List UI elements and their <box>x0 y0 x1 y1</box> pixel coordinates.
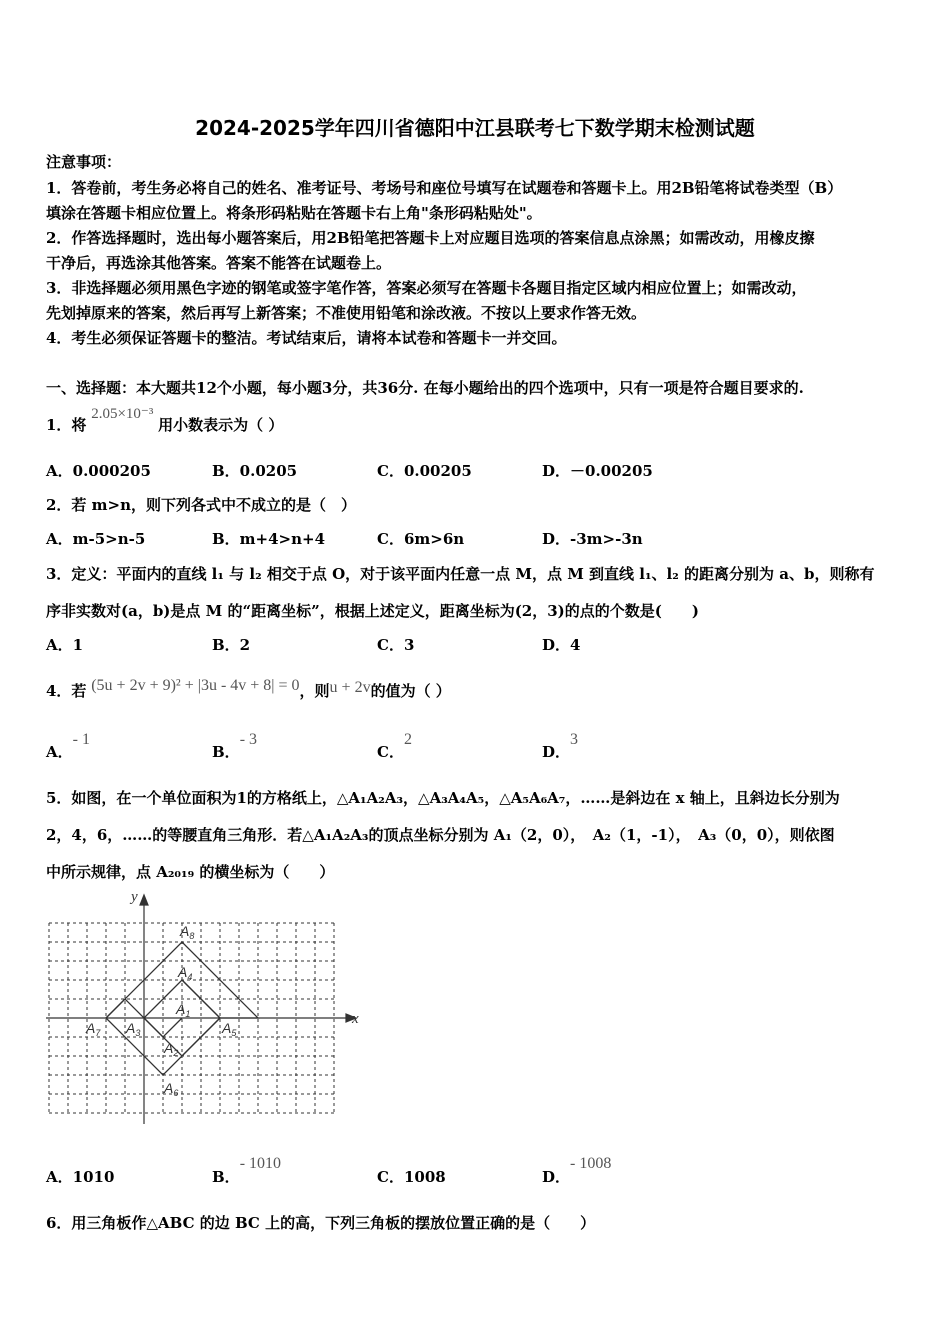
question-5-line1: 5．如图，在一个单位面积为1的方格纸上，△A₁A₂A₃，△A₃A₄A₅，△A₅A₆A₇，……是斜边在 x 轴上，且斜边长分别为 <box>46 789 840 807</box>
q1-math: 2.05×10⁻³ <box>91 406 154 422</box>
q2-option-c[interactable]: C．6m>6n <box>377 530 465 548</box>
page-title: 2024-2025学年四川省德阳中江县联考七下数学期末检测试题 <box>195 116 755 140</box>
q5-value-d: - 1008 <box>570 1155 612 1172</box>
question-3-line2: 序非实数对(a，b)是点 M 的“距离坐标”，根据上述定义，距离坐标为(2，3)的点的个数是( ) <box>46 602 699 620</box>
x-axis-label: x <box>352 1011 359 1027</box>
question-5-line2: 2，4，6，……的等腰直角三角形．若△A₁A₂A₃的顶点坐标分别为 A₁（2，0）， A₂（1，-1）， A₃（0，0），则依图 <box>46 826 835 844</box>
q2-option-b[interactable]: B．m+4>n+4 <box>212 530 326 548</box>
question-4 <box>46 677 451 701</box>
coordinate-figure <box>44 888 364 1133</box>
q5-value-a: 1010 <box>72 1168 115 1186</box>
q5-option-c[interactable]: C．1008 <box>377 1168 446 1186</box>
q4-option-b[interactable]: B．- 3 <box>212 731 258 761</box>
q4-value-c: 2 <box>403 731 412 748</box>
question-5-line3: 中所示规律，点 A₂₀₁₉ 的横坐标为（ ） <box>46 863 335 881</box>
q4-pre: 4．若 <box>46 682 87 700</box>
q3-option-c[interactable]: C．3 <box>377 636 415 654</box>
label-a1: $A_1$ <box>176 1001 191 1019</box>
q3-option-d[interactable]: D．4 <box>542 636 581 654</box>
q1-option-d[interactable]: D．－0.00205 <box>542 462 653 480</box>
label-a8: $A_8$ <box>180 923 195 941</box>
notice-line: 1．答卷前，考生务必将自己的姓名、准考证号、考场号和座位号填写在试题卷和答题卡上。用2B铅笔将试卷类型（B） <box>46 179 843 197</box>
label-a6: $A_6$ <box>164 1080 179 1098</box>
notice-heading: 注意事项： <box>46 153 122 171</box>
q5-option-a[interactable]: A．1010 <box>46 1168 115 1186</box>
question-1 <box>46 406 284 435</box>
q4-math2: u + 2v <box>329 679 371 696</box>
q5-option-b[interactable]: B．- 1010 <box>212 1155 282 1186</box>
label-a4: $A_4$ <box>178 964 193 982</box>
q2-option-d[interactable]: D．-3m>-3n <box>542 530 643 548</box>
label-a7: $A_7$ <box>86 1020 101 1038</box>
q1-option-c[interactable]: C．0.00205 <box>377 462 472 480</box>
question-6: 6．用三角板作△ABC 的边 BC 上的高，下列三角板的摆放位置正确的是（ ） <box>46 1214 596 1232</box>
question-2: 2．若 m>n，则下列各式中不成立的是（ ） <box>46 496 357 514</box>
q4-value-d: 3 <box>570 731 579 748</box>
q1-option-a[interactable]: A．0.000205 <box>46 462 151 480</box>
section-heading: 一、选择题：本大题共12个小题，每小题3分，共36分. 在每小题给出的四个选项中，只有一项是符合题目要求的. <box>46 379 804 397</box>
label-a3: $A_3$ <box>126 1020 141 1038</box>
y-axis-arrow <box>140 895 148 905</box>
q1-post: 用小数表示为（ ） <box>158 416 284 434</box>
notice-line: 4．考生必须保证答题卡的整洁。考试结束后，请将本试卷和答题卡一并交回。 <box>46 329 567 347</box>
y-axis-label: y <box>131 889 138 905</box>
q4-option-c[interactable]: C．2 <box>377 731 412 761</box>
question-3-line1: 3．定义：平面内的直线 l₁ 与 l₂ 相交于点 O，对于该平面内任意一点 M，点 M 到直线 l₁、l₂ 的距离分别为 a、b，则称有 <box>46 565 875 583</box>
q4-option-d[interactable]: D．3 <box>542 731 579 761</box>
label-a2: $A_2$ <box>164 1040 179 1058</box>
q5-value-b: - 1010 <box>239 1155 282 1172</box>
q1-option-b[interactable]: B．0.0205 <box>212 462 298 480</box>
notice-line: 干净后，再选涂其他答案。答案不能答在试题卷上。 <box>46 254 392 272</box>
q4-mid: ，则 <box>299 682 330 700</box>
q4-value-a: - 1 <box>72 731 90 748</box>
q1-pre: 1．将 <box>46 416 87 434</box>
notice-line: 2．作答选择题时，选出每小题答案后，用2B铅笔把答题卡上对应题目选项的答案信息点涂黑；如需改动，用橡皮擦 <box>46 229 815 247</box>
notice-line: 填涂在答题卡相应位置上。将条形码粘贴在答题卡右上角"条形码粘贴处"。 <box>46 204 542 222</box>
q3-option-a[interactable]: A．1 <box>46 636 84 654</box>
q5-value-c: 1008 <box>403 1168 446 1186</box>
label-a5: $A_5$ <box>222 1020 237 1038</box>
notice-line: 3．非选择题必须用黑色字迹的钢笔或签字笔作答，答案必须写在答题卡各题目指定区域内相应位置上；如需改动， <box>46 279 807 297</box>
q4-option-a[interactable]: A．- 1 <box>46 731 90 761</box>
q4-math: (5u + 2v + 9)² + |3u - 4v + 8| = 0 <box>91 677 300 694</box>
q3-option-b[interactable]: B．2 <box>212 636 251 654</box>
q2-option-a[interactable]: A．m-5>n-5 <box>46 530 146 548</box>
q5-option-d[interactable]: D．- 1008 <box>542 1155 612 1186</box>
q4-value-b: - 3 <box>239 731 258 748</box>
notice-line: 先划掉原来的答案，然后再写上新答案；不准使用铅笔和涂改液。不按以上要求作答无效。 <box>46 304 647 322</box>
q4-post: 的值为（ ） <box>370 682 451 700</box>
